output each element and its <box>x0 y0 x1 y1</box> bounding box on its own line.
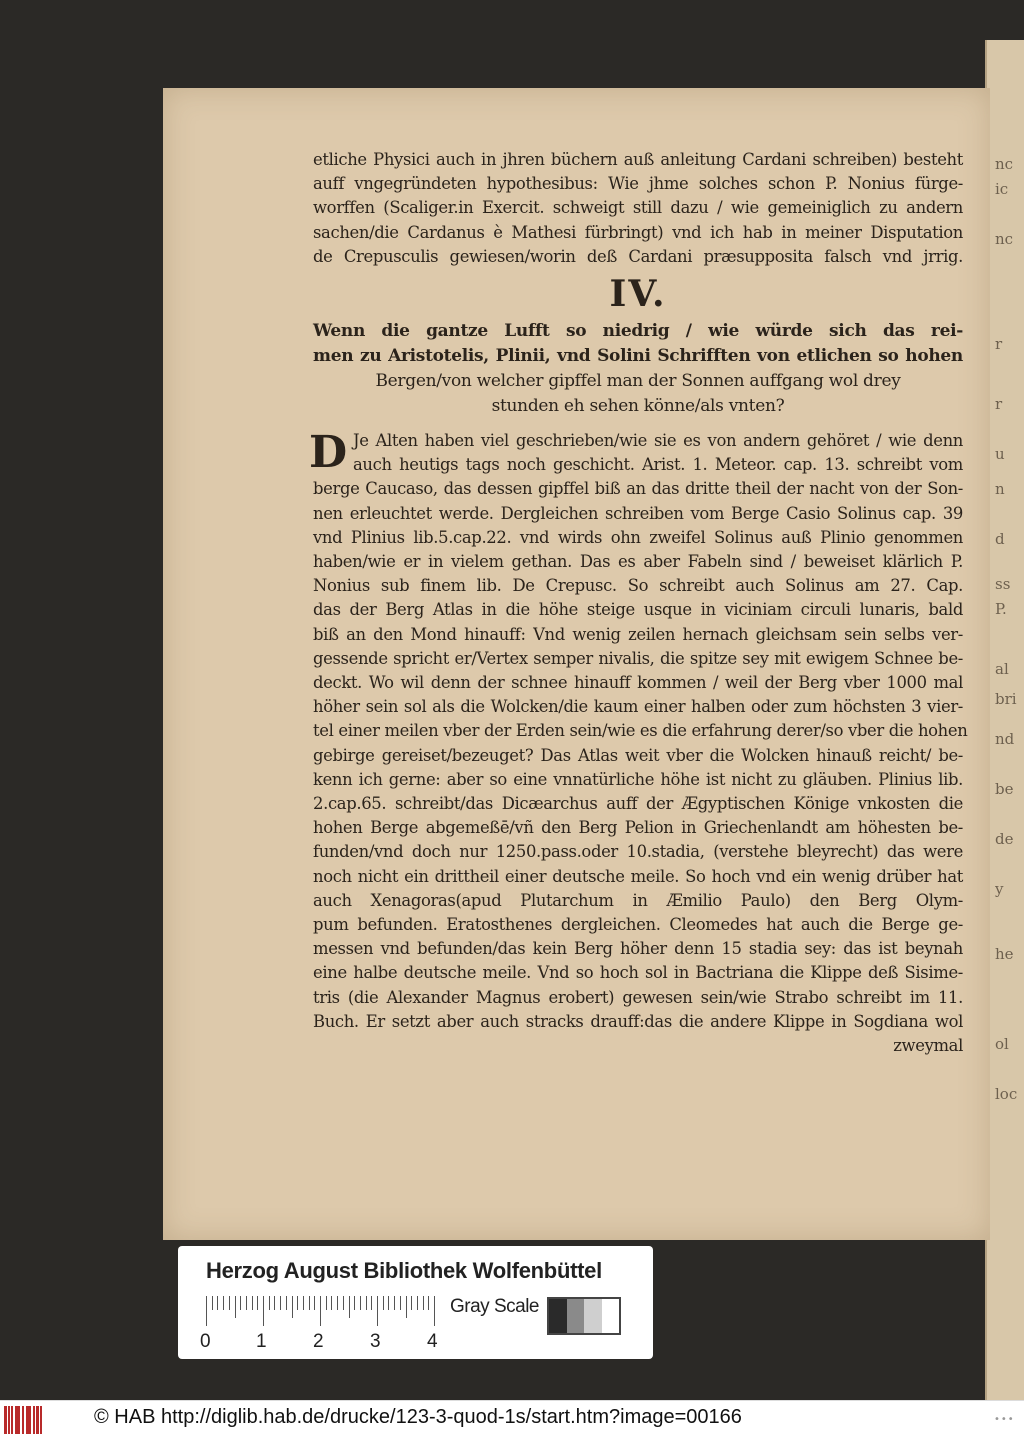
ruler-tick <box>314 1296 315 1310</box>
text-line: de Crepusculis gewiesen/worin deß Cardani præsupposita falsch vnd jrrig. <box>313 246 963 266</box>
ruler-tick <box>246 1296 247 1310</box>
adjacent-page-edge <box>985 40 1024 1400</box>
text-line: deckt. Wo wil denn der schnee hinauff kommen / weil der Berg vber 1000 mal <box>313 673 963 693</box>
ruler-tick <box>212 1296 213 1310</box>
ruler-tick <box>388 1296 389 1310</box>
library-name: Herzog August Bibliothek Wolfenbüttel <box>206 1258 602 1283</box>
catchword: zweymal <box>893 1036 963 1056</box>
page-fragment: ic <box>995 180 1009 198</box>
ruler-tick <box>240 1296 241 1310</box>
page-fragment: u <box>995 445 1005 463</box>
ruler-tick <box>297 1296 298 1310</box>
text-line: gebirge gereiset/bezeuget? Das Atlas weit vber die Wolcken hinauß reicht/ be- <box>313 745 963 765</box>
logo-stripe <box>11 1406 13 1434</box>
logo-stripe <box>22 1406 24 1434</box>
scanned-page <box>163 88 990 1240</box>
scale-number: 4 <box>427 1331 438 1352</box>
page-fragment: r <box>995 335 1003 353</box>
gray-swatch <box>584 1299 602 1333</box>
ruler-tick <box>428 1296 429 1310</box>
scale-number: 2 <box>313 1331 324 1352</box>
text-line: auch heutigs tags noch geschicht. Arist. 1. Meteor. cap. 13. schreibt vom <box>353 455 963 475</box>
page-fragment: ss <box>995 575 1011 593</box>
footer-bar <box>0 1400 1024 1438</box>
ruler-tick <box>366 1296 367 1310</box>
text-line: das der Berg Atlas in die höhe steige usque in viciniam circuli lunaris, bald <box>313 600 963 620</box>
text-line: pum befunden. Eratosthenes dergleichen. Cleomedes hat auch die Berge ge- <box>313 915 963 935</box>
scale-ruler <box>206 1296 446 1328</box>
ruler-tick <box>331 1296 332 1310</box>
more-icon[interactable]: ••• <box>994 1414 1015 1425</box>
section-numeral: IV. <box>609 273 667 316</box>
text-line: höher sein sol als die Wolcken/die kaum einer halben oder zum höchsten 3 vier- <box>313 697 963 717</box>
body-paragraph <box>309 427 968 1058</box>
text-line: sachen/die Cardanus è Mathesi fürbringt) vnd ich hab in meiner Disputation <box>313 222 963 242</box>
logo-stripe <box>29 1406 31 1434</box>
gray-scale-label: Gray Scale <box>450 1296 539 1317</box>
ruler-tick <box>343 1296 344 1310</box>
ruler-tick <box>274 1296 275 1310</box>
logo-stripe <box>8 1406 10 1434</box>
ruler-tick <box>383 1296 384 1310</box>
page-fragment: be <box>995 780 1014 798</box>
ruler-tick <box>354 1296 355 1310</box>
text-line-content: Je Alten haben viel geschrieben/wie sie es von andern gehöret / wie denn <box>353 431 963 451</box>
page-fragment: nc <box>995 230 1014 248</box>
ruler-tick <box>434 1296 435 1326</box>
ruler-tick <box>349 1296 350 1318</box>
page-fragment: nc <box>995 155 1014 173</box>
page-fragment: y <box>995 880 1004 898</box>
ruler-tick <box>280 1296 281 1310</box>
text-line: etliche Physici auch in jhren büchern auß anleitung Cardani schreiben) besteht <box>313 150 963 169</box>
heading-line: Bergen/von welcher gipffel man der Sonnen auffgang wol drey <box>375 371 901 392</box>
heading-line: Wenn die gantze Lufft so niedrig / wie würde sich das rei- <box>313 321 963 342</box>
page-fragment: r <box>995 395 1003 413</box>
scale-number: 1 <box>256 1331 267 1352</box>
ruler-tick <box>411 1296 412 1310</box>
hab-logo-icon <box>4 1406 46 1434</box>
initial-letter: D <box>309 427 347 479</box>
page-fragment: he <box>995 945 1014 963</box>
ruler-tick <box>229 1296 230 1310</box>
logo-stripe <box>36 1406 39 1434</box>
page-fragment: al <box>995 660 1009 678</box>
text-line: worffen (Scaliger.in Exercit. schweigt still dazu / wie gemeiniglich zu andern <box>313 198 963 218</box>
scale-number: 0 <box>200 1331 211 1352</box>
logo-stripe <box>40 1406 42 1434</box>
library-color-label <box>178 1246 653 1359</box>
text-line: auch Xenagoras(apud Plutarchum in Æmilio Paulo) den Berg Olym- <box>313 890 963 910</box>
text-line: tel einer meilen vber der Erden sein/wie es die erfahrung derer/so vber die hohen <box>313 721 968 741</box>
page-fragment: P. <box>995 600 1007 618</box>
page-fragment: de <box>995 830 1014 848</box>
heading-line: men zu Aristotelis, Plinii, vnd Solini Schrifften von etlichen so hohen <box>313 346 963 367</box>
scale-number: 3 <box>370 1331 381 1352</box>
ruler-tick <box>320 1296 321 1326</box>
text-line: vnd Plinius lib.5.cap.22. vnd wirds ohn zweifel Solinus auß Plinio genommen <box>313 527 963 547</box>
ruler-tick <box>257 1296 258 1310</box>
text-line: tris (die Alexander Magnus erobert) gewesen sein/wie Strabo schreibt im 11. <box>313 987 963 1007</box>
text-line: berge Caucaso, das dessen gipffel biß an das dritte theil der nacht von der Son- <box>313 479 963 499</box>
logo-stripe <box>33 1406 35 1434</box>
section-heading <box>313 319 963 419</box>
ruler-tick <box>206 1296 207 1326</box>
ruler-tick <box>292 1296 293 1318</box>
text-line: auff vngegründeten hypothesibus: Wie jhme solches schon P. Nonius fürge- <box>313 174 963 194</box>
text-line: Nonius sub finem lib. De Crepusc. So schreibt auch Solinus am 27. Cap. <box>313 576 963 596</box>
page-fragment: nd <box>995 730 1015 748</box>
ruler-tick <box>252 1296 253 1310</box>
copyright-url[interactable]: © HAB http://diglib.hab.de/drucke/123-3-quod-1s/start.htm?image=00166 <box>94 1406 742 1428</box>
ruler-tick <box>303 1296 304 1310</box>
ruler-tick <box>371 1296 372 1310</box>
heading-line: stunden eh sehen könne/als vnten? <box>491 396 785 417</box>
text-line: nen erleuchtet werde. Dergleichen schreiben vom Berge Casio Solinus cap. 39 <box>313 503 963 523</box>
ruler-tick <box>400 1296 401 1310</box>
logo-stripe <box>4 1406 7 1434</box>
text-line: kenn ich gerne: aber so eine vnnatürliche höhe ist nicht zu gläuben. Plinius lib. <box>313 769 963 789</box>
text-line: haben/wie er in vielem gethan. Das es aber Fabeln sind / beweiset klärlich P. <box>313 552 963 572</box>
gray-swatch <box>549 1299 567 1333</box>
page-fragment: d <box>995 530 1005 548</box>
text-line: messen vnd befunden/das kein Berg höher denn 15 stadia sey: das ist beynah <box>313 939 963 959</box>
text-line: eine halbe deutsche meile. Vnd so hoch sol in Bactriana die Klippe deß Sisime- <box>313 963 963 983</box>
ruler-tick <box>394 1296 395 1310</box>
ruler-tick <box>377 1296 378 1326</box>
text-line: gessende spricht er/Vertex semper nivalis, die spitze sey mit ewigem Schnee be- <box>313 648 963 668</box>
gray-swatch <box>602 1299 620 1333</box>
text-line: Buch. Er setzt aber auch stracks drauff:das die andere Klippe in Sogdiana wol <box>313 1011 963 1031</box>
ruler-tick <box>423 1296 424 1310</box>
ruler-tick <box>235 1296 236 1318</box>
text-line: hohen Berge abgemeßē/vñ den Berg Pelion in Griechenlandt am höhesten be- <box>313 818 963 838</box>
text-line: biß an den Mond hinauff: Vnd wenig zeilen hernach gleichsam sein selbs ver- <box>313 624 963 644</box>
ruler-tick <box>286 1296 287 1310</box>
ruler-tick <box>309 1296 310 1310</box>
ruler-tick <box>223 1296 224 1310</box>
ruler-tick <box>269 1296 270 1310</box>
page-text <box>309 148 968 1058</box>
ruler-tick <box>337 1296 338 1310</box>
text-line: noch nicht ein drittheil einer deutsche meile. So hoch vnd ein wenig drüber hat <box>313 866 963 886</box>
text-line: 2.cap.65. schreibt/das Dicæarchus auff der Ægyptischen Könige vnkosten die <box>313 794 963 814</box>
page-fragment: ol <box>995 1035 1009 1053</box>
ruler-tick <box>417 1296 418 1310</box>
page-fragment: n <box>995 480 1005 498</box>
page-fragment: bri <box>995 690 1017 708</box>
ruler-tick <box>360 1296 361 1310</box>
page-fragment: loc <box>995 1085 1018 1103</box>
gray-swatch <box>567 1299 585 1333</box>
ruler-tick <box>217 1296 218 1310</box>
ruler-tick <box>263 1296 264 1326</box>
ruler-tick <box>326 1296 327 1310</box>
gray-scale-swatches <box>547 1297 621 1335</box>
header-paragraph <box>313 148 963 269</box>
text-line: funden/vnd doch nur 1250.pass.oder 10.stadia, (verstehe bleyrecht) das were <box>313 842 963 862</box>
logo-stripe <box>18 1406 20 1434</box>
ruler-tick <box>406 1296 407 1318</box>
